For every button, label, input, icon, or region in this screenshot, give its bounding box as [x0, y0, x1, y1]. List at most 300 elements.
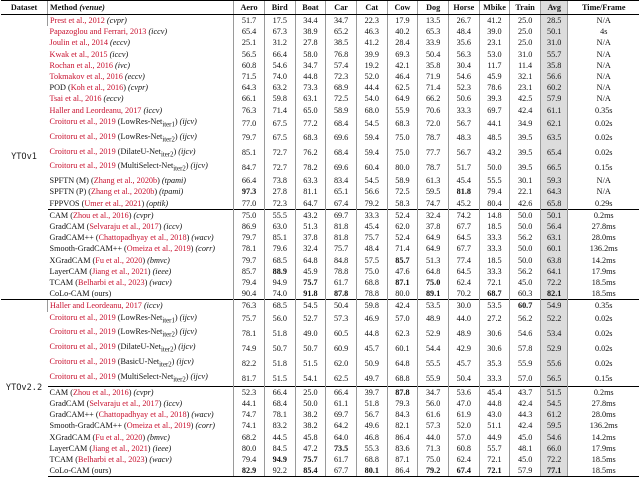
avg-cell: 56.5 — [540, 371, 568, 386]
table-row — [1, 198, 639, 210]
citation-link: Croitoru et al., 2019 — [49, 161, 116, 171]
table-row — [1, 221, 639, 232]
score-cell: 73.5 — [326, 443, 357, 454]
method-name: LayerCAM ( — [49, 266, 93, 276]
score-cell: 52.7 — [295, 312, 326, 327]
time-cell: 0.35s — [568, 300, 639, 312]
score-cell: 75.0 — [356, 266, 387, 277]
citation-link: Selvaraju et al., 2017 — [89, 222, 159, 232]
score-cell: 44.1 — [479, 116, 510, 131]
score-cell: 33.3 — [479, 371, 510, 386]
method-cell — [48, 198, 234, 210]
method-variant-close: ) — [185, 161, 189, 171]
score-cell: 50.4 — [326, 300, 357, 312]
method-variant-close: ) — [174, 312, 178, 322]
citation-link: Jiang et al., 2021 — [92, 443, 148, 453]
score-cell: 69.7 — [326, 409, 357, 420]
score-cell: 64.2 — [326, 420, 357, 431]
score-cell: 87.8 — [387, 386, 418, 398]
score-cell: 81.7 — [234, 371, 265, 386]
iteration-subscript: iter1 — [162, 317, 175, 325]
score-cell: 52.3 — [234, 386, 265, 398]
score-cell: 45.8 — [295, 432, 326, 443]
score-cell: 67.4 — [326, 198, 357, 210]
avg-cell: 54.5 — [540, 398, 568, 409]
score-cell: 71.5 — [234, 71, 265, 82]
score-cell: 22.1 — [510, 186, 541, 197]
method-cell — [48, 160, 234, 175]
citation-link: Chattopadhyay et al., 2018 — [98, 410, 187, 420]
score-cell: 72.1 — [479, 277, 510, 288]
score-cell: 80.0 — [234, 443, 265, 454]
score-cell: 72.0 — [418, 116, 449, 131]
time-cell: N/A — [568, 60, 639, 71]
score-cell: 51.7 — [234, 15, 265, 27]
method-cell — [48, 146, 234, 161]
avg-cell: 72.2 — [540, 454, 568, 465]
score-cell: 80.4 — [479, 198, 510, 210]
method-variant: ) — [142, 255, 146, 265]
score-cell: 35.3 — [479, 356, 510, 371]
score-cell: 66.4 — [234, 175, 265, 186]
venue-tag: (optik) — [146, 198, 169, 208]
venue-tag: (corr) — [195, 244, 216, 254]
table-row — [1, 160, 639, 175]
score-cell: 27.8 — [295, 37, 326, 48]
citation-link: Fu et al., 2020 — [95, 255, 143, 265]
score-cell: 66.1 — [234, 93, 265, 104]
table-row — [1, 432, 639, 443]
score-cell: 79.7 — [234, 131, 265, 146]
citation-link: Croitoru et al., 2019 — [49, 342, 116, 352]
citation-link: Prest et al., 2012 — [50, 16, 105, 25]
score-cell: 74.1 — [234, 420, 265, 431]
method-cell — [48, 454, 234, 465]
score-cell: 67.5 — [264, 116, 295, 131]
venue-tag: (iccv) — [163, 399, 183, 409]
header-class: Boat — [295, 1, 326, 15]
avg-cell: 65.8 — [540, 198, 568, 210]
score-cell: 44.8 — [295, 71, 326, 82]
score-cell: 44.8 — [479, 398, 510, 409]
venue-tag: (ijcv) — [176, 357, 194, 367]
score-cell: 79.7 — [234, 255, 265, 266]
time-cell: N/A — [568, 93, 639, 104]
time-cell: 0.29s — [568, 198, 639, 210]
method-name: CoLo-CAM (ours) — [49, 466, 112, 476]
score-cell: 69.7 — [479, 105, 510, 116]
score-cell: 53.0 — [479, 49, 510, 60]
score-cell: 63.2 — [264, 82, 295, 93]
table-row — [1, 71, 639, 82]
score-cell: 85.7 — [234, 266, 265, 277]
citation-link: Tokmakov et al., 2016 — [49, 72, 123, 82]
score-cell: 74.0 — [264, 288, 295, 300]
score-cell: 67.7 — [448, 221, 479, 232]
score-cell: 75.0 — [234, 209, 265, 221]
avg-cell: 55.7 — [540, 49, 568, 60]
score-cell: 75.7 — [326, 243, 357, 254]
score-cell: 41.2 — [479, 15, 510, 27]
iteration-subscript: iter2 — [160, 151, 174, 159]
score-cell: 78.7 — [418, 131, 449, 146]
score-cell: 45.0 — [510, 277, 541, 288]
venue-tag: (cvpr) — [133, 210, 154, 220]
method-cell — [48, 420, 234, 431]
score-cell: 75.7 — [356, 232, 387, 243]
score-cell: 81.1 — [295, 186, 326, 197]
score-cell: 68.9 — [326, 82, 357, 93]
score-cell: 54.0 — [356, 93, 387, 104]
method-variant: (LowRes-Net — [115, 131, 163, 141]
score-cell: 42.4 — [510, 105, 541, 116]
citation-link: Omeiza et al., 2019 — [126, 244, 191, 254]
score-cell: 75.0 — [418, 277, 449, 288]
table-row — [1, 398, 639, 409]
score-cell: 92.2 — [264, 465, 295, 477]
score-cell: 44.0 — [418, 432, 449, 443]
venue-tag: (iccv) — [143, 301, 163, 311]
score-cell: 64.5 — [448, 266, 479, 277]
score-cell: 50.4 — [418, 49, 449, 60]
avg-cell: 62.1 — [540, 116, 568, 131]
score-cell: 86.9 — [234, 221, 265, 232]
score-cell: 65.1 — [326, 186, 357, 197]
time-cell: 0.02s — [568, 356, 639, 371]
score-cell: 67.7 — [448, 243, 479, 254]
score-cell: 50.7 — [264, 341, 295, 356]
time-cell: 17.9ms — [568, 266, 639, 277]
score-cell: 50.0 — [510, 255, 541, 266]
score-cell: 45.9 — [479, 71, 510, 82]
score-cell: 49.6 — [356, 420, 387, 431]
score-cell: 50.0 — [510, 243, 541, 254]
score-cell: 67.7 — [326, 465, 357, 477]
score-cell: 64.9 — [418, 243, 449, 254]
score-cell: 63.0 — [264, 221, 295, 232]
score-cell: 72.3 — [264, 198, 295, 210]
citation-link: Chattopadhyay et al., 2018 — [98, 233, 187, 243]
table-row — [1, 277, 639, 288]
header-class: Car — [326, 1, 357, 15]
citation-link: Croitoru et al., 2019 — [49, 327, 116, 337]
method-cell — [48, 116, 234, 131]
score-cell: 44.0 — [448, 312, 479, 327]
score-cell: 57.0 — [448, 432, 479, 443]
score-cell: 13.5 — [418, 15, 449, 27]
avg-cell: 55.6 — [540, 356, 568, 371]
score-cell: 27.2 — [479, 312, 510, 327]
score-cell: 47.2 — [295, 443, 326, 454]
score-cell: 45.7 — [356, 341, 387, 356]
score-cell: 64.9 — [418, 232, 449, 243]
score-cell: 81.8 — [326, 221, 357, 232]
score-cell: 30.1 — [510, 175, 541, 186]
score-cell: 61.1 — [326, 398, 357, 409]
venue-tag: (ivc) — [115, 60, 131, 70]
score-cell: 76.8 — [326, 49, 357, 60]
score-cell: 42.4 — [387, 300, 418, 312]
score-cell: 54.6 — [448, 71, 479, 82]
score-cell: 37.8 — [418, 221, 449, 232]
table-row — [1, 105, 639, 116]
score-cell: 33.3 — [479, 243, 510, 254]
score-cell: 39.3 — [479, 93, 510, 104]
score-cell: 66.4 — [326, 386, 357, 398]
score-cell: 43.2 — [479, 146, 510, 161]
citation-link: Kwak et al., 2015 — [49, 49, 108, 59]
score-cell: 87.1 — [387, 454, 418, 465]
score-cell: 55.9 — [510, 356, 541, 371]
method-cell — [48, 105, 234, 116]
score-cell: 84.5 — [264, 443, 295, 454]
score-cell: 54.6 — [264, 60, 295, 71]
score-cell: 17.5 — [264, 15, 295, 27]
score-cell: 44.3 — [510, 409, 541, 420]
time-cell: N/A — [568, 186, 639, 197]
avg-cell: 60.2 — [540, 82, 568, 93]
method-cell — [48, 432, 234, 443]
score-cell: 52.0 — [448, 420, 479, 431]
citation-link: Umer et al., 2021 — [84, 198, 142, 208]
method-cell — [48, 49, 234, 60]
score-cell: 48.9 — [448, 326, 479, 341]
table-row — [1, 175, 639, 186]
method-name: CoLo-CAM (ours) — [49, 289, 112, 299]
score-cell: 94.9 — [264, 277, 295, 288]
score-cell: 11.7 — [479, 60, 510, 71]
score-cell: 88.9 — [264, 266, 295, 277]
time-cell: 18.5ms — [568, 465, 639, 477]
table-row — [1, 209, 639, 221]
score-cell: 58.9 — [387, 175, 418, 186]
score-cell: 56.2 — [510, 266, 541, 277]
score-cell: 68.7 — [479, 288, 510, 300]
score-cell: 45.4 — [356, 221, 387, 232]
score-cell: 53.5 — [418, 300, 449, 312]
score-cell: 87.1 — [387, 277, 418, 288]
score-cell: 56.0 — [264, 312, 295, 327]
score-cell: 37.8 — [295, 232, 326, 243]
score-cell: 11.4 — [510, 60, 541, 71]
time-cell: 136.2ms — [568, 243, 639, 254]
score-cell: 39.0 — [479, 26, 510, 37]
method-cell — [48, 341, 234, 356]
citation-link: Zhou et al., 2016 — [72, 210, 129, 220]
method-cell — [48, 409, 234, 420]
score-cell: 22.3 — [356, 15, 387, 27]
method-variant: (DilateU-Net — [115, 146, 161, 156]
score-cell: 25.0 — [510, 15, 541, 27]
score-cell: 63.3 — [295, 175, 326, 186]
score-cell: 61.7 — [326, 277, 357, 288]
score-cell: 62.4 — [448, 454, 479, 465]
score-cell: 85.7 — [387, 255, 418, 266]
score-cell: 48.4 — [356, 243, 387, 254]
score-cell: 45.7 — [448, 356, 479, 371]
score-cell: 62.5 — [326, 371, 357, 386]
method-name: TCAM ( — [49, 278, 78, 288]
time-cell: 136.2ms — [568, 420, 639, 431]
method-name: XGradCAM ( — [49, 432, 96, 442]
score-cell: 85.1 — [264, 232, 295, 243]
score-cell: 62.5 — [387, 82, 418, 93]
method-variant: ) — [154, 187, 158, 197]
time-cell: 0.02s — [568, 131, 639, 146]
score-cell: 51.3 — [295, 221, 326, 232]
table-row — [1, 341, 639, 356]
score-cell: 39.9 — [356, 49, 387, 60]
score-cell: 69.6 — [326, 131, 357, 146]
score-cell: 32.4 — [295, 243, 326, 254]
score-cell: 59.4 — [356, 131, 387, 146]
score-cell: 57.9 — [510, 465, 541, 477]
score-cell: 70.6 — [418, 105, 449, 116]
score-cell: 68.4 — [264, 398, 295, 409]
score-cell: 68.3 — [387, 116, 418, 131]
score-cell: 64.5 — [448, 232, 479, 243]
score-cell: 81.8 — [326, 232, 357, 243]
avg-cell: 52.9 — [540, 341, 568, 356]
venue-tag: (wacv) — [191, 410, 214, 420]
table-row — [1, 371, 639, 386]
score-cell: 79.4 — [479, 186, 510, 197]
score-cell: 66.4 — [264, 49, 295, 60]
score-cell: 17.9 — [387, 15, 418, 27]
score-cell: 39.5 — [510, 160, 541, 175]
time-cell: 0.02s — [568, 326, 639, 341]
score-cell: 48.9 — [418, 312, 449, 327]
venue-tag: (eccv) — [124, 72, 145, 82]
score-cell: 84.3 — [387, 409, 418, 420]
score-cell: 59.4 — [356, 146, 387, 161]
score-cell: 87.8 — [326, 288, 357, 300]
score-cell: 80.0 — [387, 288, 418, 300]
score-cell: 79.2 — [418, 465, 449, 477]
score-cell: 75.0 — [387, 146, 418, 161]
score-cell: 79.3 — [387, 398, 418, 409]
score-cell: 74.7 — [418, 198, 449, 210]
results-table — [1, 0, 639, 477]
score-cell: 97.3 — [234, 186, 265, 197]
score-cell: 56.2 — [510, 232, 541, 243]
score-cell: 54.5 — [356, 116, 387, 131]
table-row — [1, 420, 639, 431]
method-name: LayerCAM ( — [49, 443, 93, 453]
method-cell — [48, 255, 234, 266]
score-cell: 33.3 — [448, 105, 479, 116]
score-cell: 71.4 — [418, 82, 449, 93]
avg-cell: 54.9 — [540, 300, 568, 312]
score-cell: 38.2 — [295, 420, 326, 431]
score-cell: 54.5 — [356, 175, 387, 186]
score-cell: 55.7 — [479, 443, 510, 454]
method-variant: ) — [190, 421, 194, 431]
score-cell: 78.8 — [356, 288, 387, 300]
score-cell: 56.7 — [356, 409, 387, 420]
table-row — [1, 93, 639, 104]
time-cell: 0.15s — [568, 160, 639, 175]
score-cell: 79.4 — [234, 277, 265, 288]
score-cell: 46.3 — [356, 26, 387, 37]
time-cell: N/A — [568, 175, 639, 186]
score-cell: 69.6 — [326, 160, 357, 175]
venue-tag: (wacv) — [191, 233, 214, 243]
score-cell: 42.5 — [510, 93, 541, 104]
score-cell: 25.0 — [510, 37, 541, 48]
score-cell: 77.0 — [234, 198, 265, 210]
score-cell: 71.3 — [418, 443, 449, 454]
score-cell: 65.4 — [234, 26, 265, 37]
method-variant-close: ) — [174, 116, 178, 126]
score-cell: 58.0 — [295, 49, 326, 60]
time-cell: 0.2ms — [568, 209, 639, 221]
score-cell: 25.1 — [234, 37, 265, 48]
score-cell: 61.9 — [448, 409, 479, 420]
venue-tag: (ieee) — [152, 443, 172, 453]
avg-cell: 54.6 — [540, 432, 568, 443]
score-cell: 41.2 — [356, 37, 387, 48]
method-variant: ) — [142, 432, 146, 442]
citation-link: Croitoru et al., 2019 — [49, 146, 116, 156]
score-cell: 23.1 — [510, 82, 541, 93]
method-variant: ) — [186, 233, 190, 243]
score-cell: 74.9 — [234, 341, 265, 356]
time-cell: 4s — [568, 26, 639, 37]
method-variant: (LowRes-Net — [115, 312, 163, 322]
venue-tag: (cvpr) — [106, 16, 127, 25]
score-cell: 77.0 — [234, 116, 265, 131]
venue-tag: (ijcv) — [190, 161, 208, 171]
score-cell: 51.5 — [295, 356, 326, 371]
method-variant: ) — [128, 210, 132, 220]
score-cell: 40.2 — [387, 26, 418, 37]
venue-tag: (corr) — [195, 421, 216, 431]
score-cell: 64.7 — [295, 198, 326, 210]
header-class: Bird — [264, 1, 295, 15]
score-cell: 51.8 — [356, 398, 387, 409]
score-cell: 55.3 — [356, 443, 387, 454]
header-class: Train — [510, 1, 541, 15]
score-cell: 83.6 — [387, 443, 418, 454]
score-cell: 18.5 — [479, 255, 510, 266]
score-cell: 56.7 — [448, 146, 479, 161]
avg-cell: 66.5 — [540, 160, 568, 175]
time-cell: 0.15s — [568, 371, 639, 386]
citation-link: Croitoru et al., 2019 — [49, 116, 116, 126]
venue-tag: (iccv) — [109, 49, 129, 59]
score-cell: 34.7 — [295, 60, 326, 71]
score-cell: 73.8 — [264, 175, 295, 186]
score-cell: 64.9 — [387, 93, 418, 104]
score-cell: 30.6 — [479, 341, 510, 356]
venue-tag: (wacv) — [149, 455, 172, 465]
iteration-subscript: iter2 — [160, 346, 174, 354]
score-cell: 33.3 — [479, 232, 510, 243]
score-cell: 26.7 — [448, 15, 479, 27]
score-cell: 72.3 — [326, 71, 357, 82]
score-cell: 78.2 — [295, 160, 326, 175]
score-cell: 56.0 — [418, 398, 449, 409]
score-cell: 48.4 — [448, 26, 479, 37]
score-cell: 57.3 — [326, 312, 357, 327]
score-cell: 51.3 — [418, 255, 449, 266]
score-cell: 76.3 — [234, 105, 265, 116]
score-cell: 75.7 — [295, 277, 326, 288]
score-cell: 78.7 — [418, 160, 449, 175]
score-cell: 68.5 — [264, 255, 295, 266]
score-cell: 77.4 — [448, 255, 479, 266]
